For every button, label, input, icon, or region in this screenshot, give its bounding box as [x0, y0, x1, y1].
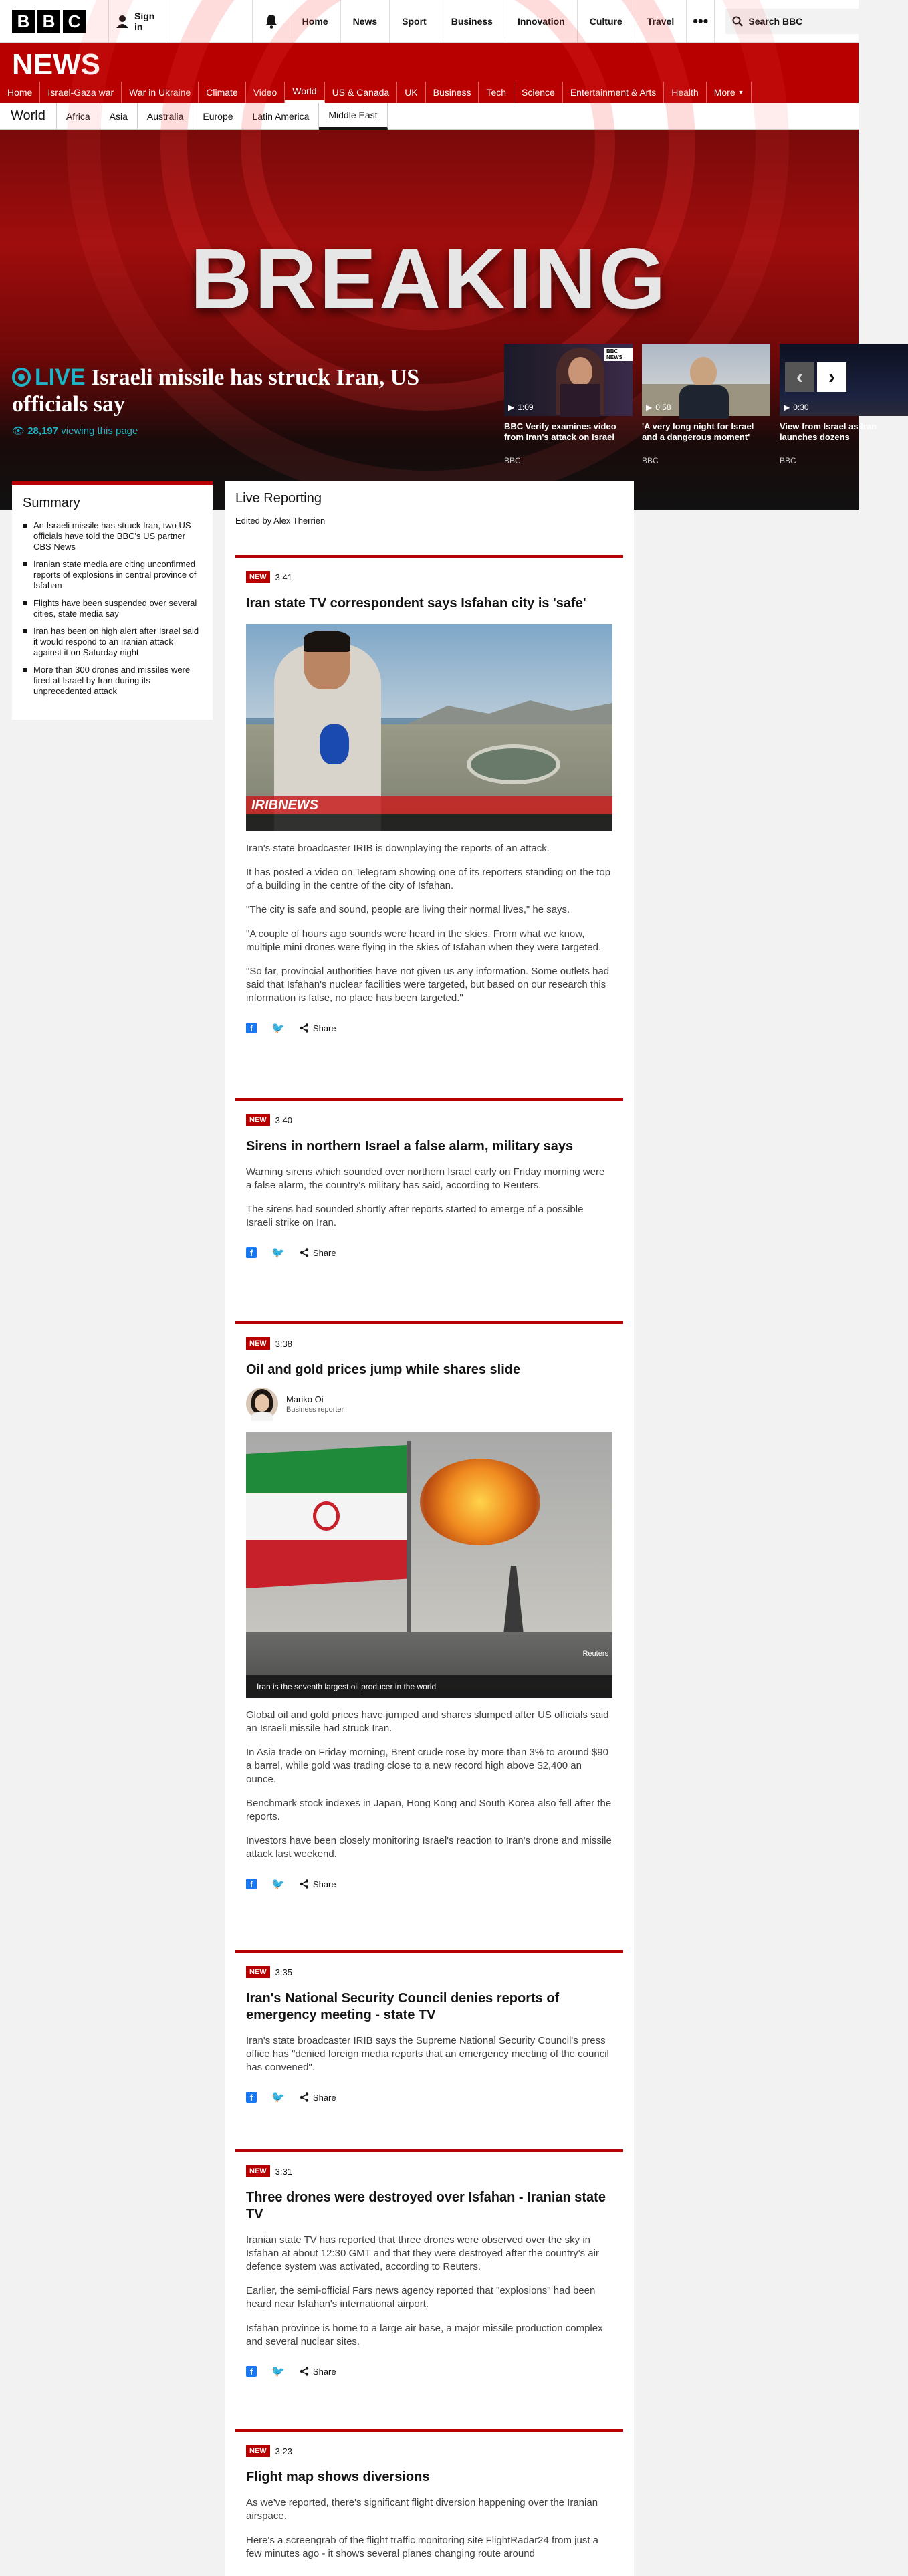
live-label: LIVE — [35, 364, 86, 390]
new-badge: NEW — [246, 2165, 270, 2177]
new-badge: NEW — [246, 1337, 270, 1350]
facebook-icon[interactable]: f — [246, 2092, 257, 2103]
new-badge: NEW — [246, 1966, 270, 1978]
news-nav-israel-gaza[interactable]: Israel-Gaza war — [40, 82, 122, 103]
breaking-hero — [0, 130, 877, 510]
author-name: Mariko Oi — [286, 1394, 324, 1404]
post-image — [246, 1432, 612, 1698]
post-title: Flight map shows diversions — [246, 2470, 430, 2484]
nav-sport[interactable]: Sport — [390, 0, 439, 43]
image-credit: Reuters — [582, 1650, 608, 1658]
editor-credit: Edited by Alex Therrien — [235, 516, 326, 526]
live-post — [235, 1950, 623, 2104]
news-nav-climate[interactable]: Climate — [199, 82, 245, 103]
share-label: Share — [312, 2366, 336, 2377]
carousel-prev-button[interactable]: ‹ — [785, 362, 814, 392]
video-source: BBC — [504, 456, 521, 465]
video-source: BBC — [642, 456, 659, 465]
post-time: 3:31 — [275, 2166, 292, 2177]
post-time: 3:38 — [275, 1338, 292, 1349]
share-icon — [300, 2092, 309, 2102]
summary-list — [23, 520, 202, 697]
viewer-number: 28,197 — [27, 425, 59, 437]
news-nav-health[interactable]: Health — [664, 82, 706, 103]
post-paragraph: Iran's state broadcaster IRIB is downplaying the reports of an attack. — [246, 843, 550, 854]
search-placeholder: Search BBC — [748, 15, 803, 27]
share-label: Share — [312, 1247, 336, 1258]
iribnews-label: IRIBNEWS — [251, 798, 318, 813]
duration-text: 0:30 — [793, 403, 809, 412]
world-nav-middle-east[interactable]: Middle East — [319, 103, 387, 130]
summary-item: Iranian state media are citing unconfirmed reports of explosions in central province of Isfahan — [23, 559, 202, 591]
live-post — [235, 2149, 623, 2378]
news-title[interactable]: NEWS — [12, 48, 100, 81]
share-button[interactable] — [300, 1023, 336, 1033]
world-nav-latin-america[interactable]: Latin America — [243, 103, 320, 130]
news-nav-us-canada[interactable]: US & Canada — [325, 82, 398, 103]
avatar — [246, 1388, 278, 1420]
news-nav-ukraine[interactable]: War in Ukraine — [122, 82, 199, 103]
bbc-news-badge: BBC NEWS — [604, 348, 633, 361]
carousel-next-button[interactable]: › — [817, 362, 846, 392]
nav-innovation[interactable]: Innovation — [505, 0, 578, 43]
share-icon — [300, 2367, 309, 2376]
facebook-icon[interactable]: f — [246, 1247, 257, 1258]
headline-text: Israeli missile has struck Iran, US officials say — [12, 365, 420, 417]
live-reporting-title: Live Reporting — [235, 491, 322, 506]
post-paragraph: Isfahan province is home to a large air base, a major missile production complex and several nuclear sites. — [246, 2323, 603, 2347]
post-paragraph: The sirens had sounded shortly after reports started to emerge of a possible Israeli strike on Iran. — [246, 1204, 584, 1228]
logo-letter: B — [12, 10, 35, 33]
nav-business[interactable]: Business — [439, 0, 505, 43]
facebook-icon[interactable]: f — [246, 1023, 257, 1033]
share-bar — [246, 1877, 612, 1891]
page-title — [12, 364, 473, 418]
post-paragraph: As we've reported, there's significant flight diversion happening over the Iranian airspace. — [246, 2497, 598, 2522]
image-caption: Iran is the seventh largest oil producer in the world — [246, 1675, 612, 1698]
duration-text: 1:09 — [518, 403, 534, 412]
nav-home[interactable]: Home — [290, 0, 341, 43]
twitter-icon[interactable]: 🐦 — [271, 1023, 285, 1034]
twitter-icon[interactable]: 🐦 — [271, 2366, 285, 2377]
post-paragraph: Warning sirens which sounded over northern Israel early on Friday morning were a false alarm, the country's military has said, according to Reuters. — [246, 1166, 605, 1191]
post-meta — [246, 2165, 612, 2177]
share-bar — [246, 1021, 612, 1035]
video-card[interactable] — [642, 344, 770, 471]
post-meta — [246, 1114, 612, 1126]
bbc-logo[interactable] — [12, 10, 86, 33]
post-paragraph: It has posted a video on Telegram showing one of its reporters standing on the top of a building in the centre of the city of Isfahan. — [246, 867, 611, 891]
news-nav-video[interactable]: Video — [246, 82, 286, 103]
news-nav-tech[interactable]: Tech — [479, 82, 514, 103]
share-icon — [300, 1248, 309, 1257]
twitter-icon[interactable]: 🐦 — [271, 2092, 285, 2103]
video-title: View from Israel as Iran launches dozens — [780, 421, 877, 442]
video-title: 'A very long night for Israel and a dangerous moment' — [642, 421, 754, 442]
post-image — [246, 624, 612, 831]
eye-icon: 👁 — [12, 425, 25, 437]
world-title[interactable]: World — [0, 103, 57, 130]
logo-letter: B — [37, 10, 60, 33]
chevron-down-icon: ▼ — [737, 89, 744, 96]
share-label: Share — [312, 1023, 336, 1033]
news-nav-uk[interactable]: UK — [397, 82, 425, 103]
video-source: BBC — [780, 456, 796, 465]
new-badge: NEW — [246, 571, 270, 583]
post-paragraph: "So far, provincial authorities have not given us any information. Some outlets had said that Isfahan's nuclear facilities were targeted, but based on our research this information is false, no place has been targeted." — [246, 966, 610, 1004]
news-nav-home[interactable]: Home — [0, 82, 40, 103]
post-time: 3:40 — [275, 1115, 292, 1125]
logo-letter: C — [63, 10, 86, 33]
post-paragraph: Iran's state broadcaster IRIB says the Supreme National Security Council's press office has "denied foreign media reports that an emergency meeting of the council has convened". — [246, 2035, 609, 2073]
twitter-icon[interactable]: 🐦 — [271, 1879, 285, 1890]
live-reporting-feed — [225, 481, 634, 2576]
summary-item: Flights have been suspended over several cities, state media say — [23, 598, 202, 619]
more-menu-button[interactable]: ••• — [687, 0, 715, 43]
post-paragraph: Global oil and gold prices have jumped and shares slumped after US officials said an Israeli missile had struck Iran. — [246, 1709, 609, 1734]
post-meta — [246, 571, 612, 583]
news-nav-entertainment[interactable]: Entertainment & Arts — [563, 82, 664, 103]
video-title: BBC Verify examines video from Iran's attack on Israel — [504, 421, 616, 442]
share-button[interactable] — [300, 2092, 336, 2103]
post-time: 3:35 — [275, 1967, 292, 1977]
live-post — [235, 1098, 623, 1259]
live-icon — [12, 368, 31, 387]
share-icon — [300, 1879, 309, 1889]
post-paragraph: Here's a screengrab of the flight traffic monitoring site FlightRadar24 from just a few minutes ago - it shows several planes changing route around — [246, 2535, 598, 2559]
video-duration — [784, 403, 809, 412]
share-bar — [246, 2090, 612, 2104]
play-icon: ▶ — [784, 403, 790, 412]
live-post — [235, 555, 623, 1035]
live-post — [235, 2429, 623, 2561]
facebook-icon[interactable]: f — [246, 1879, 257, 1889]
nav-culture[interactable]: Culture — [578, 0, 635, 43]
news-nav-world[interactable]: World — [285, 82, 324, 103]
play-icon: ▶ — [508, 403, 515, 412]
nav-news[interactable]: News — [341, 0, 390, 43]
share-button[interactable] — [300, 2367, 336, 2377]
world-nav-europe[interactable]: Europe — [193, 103, 243, 130]
share-bar — [246, 1246, 612, 1259]
post-paragraph: "The city is safe and sound, people are living their normal lives," he says. — [246, 904, 570, 916]
post-title: Sirens in northern Israel a false alarm, military says — [246, 1139, 574, 1154]
post-meta — [246, 2445, 612, 2457]
facebook-icon[interactable]: f — [246, 2366, 257, 2377]
post-meta — [246, 1337, 612, 1350]
share-icon — [300, 1023, 309, 1033]
video-thumbnail — [642, 344, 770, 416]
post-time: 3:41 — [275, 572, 292, 582]
viewer-count — [12, 425, 473, 437]
share-label: Share — [312, 1879, 336, 1889]
duration-text: 0:58 — [655, 403, 671, 412]
video-card[interactable] — [504, 344, 633, 471]
post-paragraph: In Asia trade on Friday morning, Brent crude rose by more than 3% to around $90 a barrel, while gold was trading close to a new record high above $2,400 an ounce. — [246, 1747, 608, 1785]
new-badge: NEW — [246, 2445, 270, 2457]
share-button[interactable] — [300, 1248, 336, 1258]
post-time: 3:23 — [275, 2446, 292, 2456]
summary-item: Iran has been on high alert after Israel said it would respond to an Iranian attack against it on Saturday night — [23, 626, 202, 658]
new-badge: NEW — [246, 1114, 270, 1126]
post-paragraph: Investors have been closely monitoring Israel's reaction to Iran's drone and missile attack last weekend. — [246, 1835, 612, 1860]
share-button[interactable] — [300, 1879, 336, 1889]
post-title: Oil and gold prices jump while shares slide — [246, 1362, 521, 1377]
summary-item: An Israeli missile has struck Iran, two US officials have told the BBC's US partner CBS News — [23, 520, 202, 552]
play-icon: ▶ — [646, 403, 653, 412]
live-post — [235, 1321, 623, 1891]
news-nav-science[interactable]: Science — [514, 82, 563, 103]
viewer-text: viewing this page — [61, 425, 138, 437]
nav-travel[interactable]: Travel — [635, 0, 687, 43]
twitter-icon[interactable]: 🐦 — [271, 1247, 285, 1259]
news-nav-business[interactable]: Business — [426, 82, 479, 103]
summary-item: More than 300 drones and missiles were fired at Israel by Iran during its unprecedented attack — [23, 665, 202, 697]
post-paragraph: "A couple of hours ago sounds were heard in the skies. From what we know, multiple mini drones were flying in the skies of Isfahan when they were targeted. — [246, 928, 602, 953]
signin-label: Sign in — [134, 10, 155, 32]
share-label: Share — [312, 2092, 336, 2103]
post-paragraph: Benchmark stock indexes in Japan, Hong Kong and South Korea also fell after the reports. — [246, 1798, 612, 1822]
live-headline — [12, 364, 473, 437]
world-nav-asia[interactable]: Asia — [100, 103, 138, 130]
post-paragraph: Earlier, the semi-official Fars news agency reported that "explosions" had been heard near Isfahan's international airport. — [246, 2285, 596, 2310]
post-meta — [246, 1966, 612, 1978]
author-byline — [246, 1388, 612, 1420]
post-title: Iran state TV correspondent says Isfahan city is 'safe' — [246, 596, 586, 611]
summary-title: Summary — [23, 496, 80, 510]
video-thumbnail — [504, 344, 633, 416]
summary-box — [12, 481, 213, 720]
author-role: Business reporter — [286, 1405, 344, 1414]
world-nav-australia[interactable]: Australia — [138, 103, 193, 130]
share-bar — [246, 2365, 612, 2378]
more-label: More — [713, 87, 735, 98]
video-duration — [508, 403, 534, 412]
world-nav-africa[interactable]: Africa — [57, 103, 100, 130]
video-duration — [646, 403, 671, 412]
breaking-banner: BREAKING — [190, 231, 669, 327]
post-paragraph: Iranian state TV has reported that three drones were observed over the sky in Isfahan at about 12:30 GMT and that they were destroyed after the country's air defence system was activated, according to Reuters. — [246, 2234, 599, 2272]
post-title: Iran's National Security Council denies reports of emergency meeting - state TV — [246, 1991, 560, 2022]
post-title: Three drones were destroyed over Isfahan - Iranian state TV — [246, 2190, 606, 2222]
